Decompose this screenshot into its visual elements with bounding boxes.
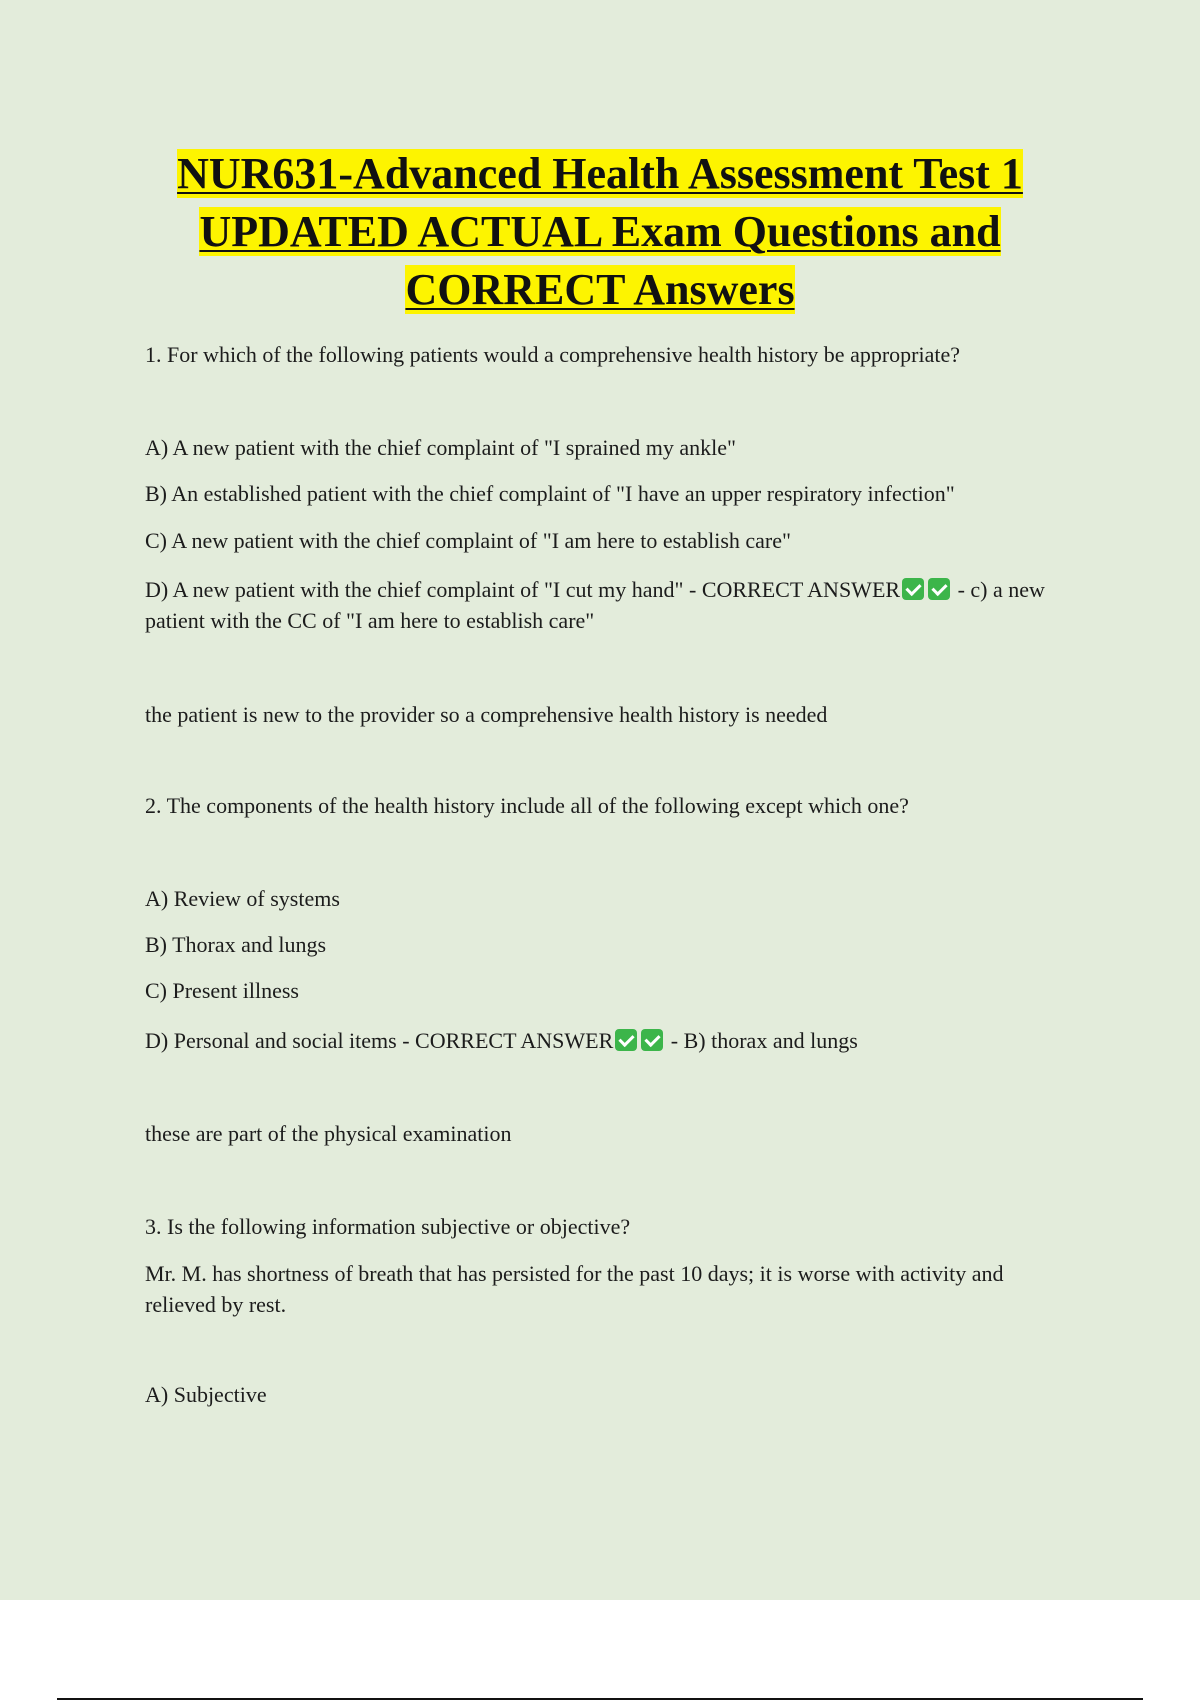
q2-option-d-text: D) Personal and social items - CORRECT ANSWER — [145, 1028, 614, 1053]
title-line-2: UPDATED ACTUAL Exam Questions and — [199, 207, 1001, 256]
q1-answer: - c) a new patient with the CC of "I am here to establish care" — [145, 577, 1045, 633]
document-title — [0, 145, 1200, 319]
q3-stem: Mr. M. has shortness of breath that has persisted for the past 10 days; it is worse with activity and relieved by rest. — [145, 1261, 1004, 1317]
check-mark-icon — [615, 1029, 637, 1051]
q1-option-a: A) A new patient with the chief complaint of "I sprained my ankle" — [145, 435, 737, 460]
title-line-1: NUR631-Advanced Health Assessment Test 1 — [177, 149, 1023, 198]
q1-explanation: the patient is new to the provider so a comprehensive health history is needed — [145, 702, 828, 727]
q2-option-d — [145, 1028, 858, 1054]
question-3: 3. Is the following information subjective or objective? — [145, 1214, 631, 1239]
q1-option-c: C) A new patient with the chief complaint of "I am here to establish care" — [145, 528, 791, 553]
q2-option-a: A) Review of systems — [145, 886, 340, 911]
q2-option-b: B) Thorax and lungs — [145, 932, 327, 957]
q1-option-d — [145, 574, 1075, 636]
question-1: 1. For which of the following patients would a comprehensive health history be appropriate? — [145, 342, 961, 367]
check-mark-icon — [928, 578, 950, 600]
question-2: 2. The components of the health history include all of the following except which one? — [145, 793, 909, 818]
check-mark-icon — [641, 1029, 663, 1051]
q1-option-d-text: D) A new patient with the chief complaint of "I cut my hand" - CORRECT ANSWER — [145, 577, 901, 602]
check-mark-icon — [902, 578, 924, 600]
q2-option-c: C) Present illness — [145, 978, 299, 1003]
title-line-3: CORRECT Answers — [405, 265, 795, 314]
q3-option-a: A) Subjective — [145, 1382, 267, 1407]
q1-option-b: B) An established patient with the chief complaint of "I have an upper respiratory infection" — [145, 481, 955, 506]
q2-answer: - B) thorax and lungs — [665, 1028, 858, 1053]
q2-explanation: these are part of the physical examination — [145, 1121, 512, 1146]
